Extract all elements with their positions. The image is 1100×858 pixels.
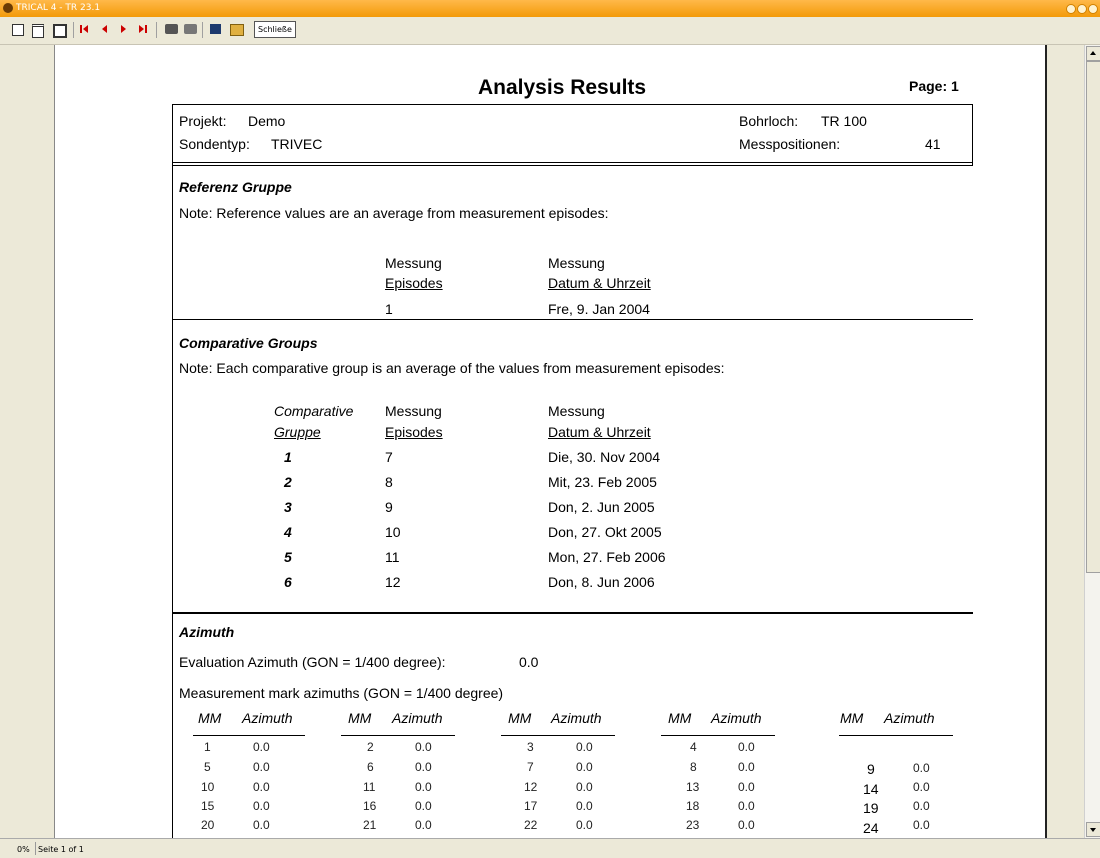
- mm-number: 17: [524, 799, 538, 813]
- mm-number: 24: [863, 820, 879, 836]
- comparative-col0-top: Comparative: [274, 403, 354, 419]
- whole-page-icon[interactable]: [12, 24, 24, 36]
- mm-header: MM: [508, 710, 532, 726]
- mm-azimuth: 0.0: [253, 818, 270, 832]
- previous-page-icon[interactable]: [100, 24, 110, 34]
- sondentyp-label: Sondentyp:: [179, 136, 250, 152]
- comparative-date: Don, 27. Okt 2005: [548, 524, 662, 540]
- report-page: [55, 45, 1047, 838]
- mm-number: 14: [863, 781, 879, 797]
- scroll-up-button[interactable]: [1086, 46, 1100, 61]
- mm-number: 23: [686, 818, 700, 832]
- mm-number: 2: [367, 740, 374, 754]
- azimuth-heading: Azimuth: [179, 624, 235, 640]
- azimuth-header: Azimuth: [242, 710, 293, 726]
- mm-number: 1: [204, 740, 211, 754]
- close-button[interactable]: Schließe: [254, 21, 296, 38]
- mm-header: MM: [348, 710, 372, 726]
- mm-azimuth: 0.0: [738, 818, 755, 832]
- mm-number: 6: [367, 760, 374, 774]
- toolbar: [0, 17, 1100, 45]
- mm-number: 18: [686, 799, 700, 813]
- referenz-col2-bottom: Datum & Uhrzeit: [548, 275, 651, 291]
- referenz-episode: 1: [385, 301, 393, 317]
- mm-azimuth: 0.0: [738, 740, 755, 754]
- referenz-col1-top: Messung: [385, 255, 442, 271]
- report-viewport[interactable]: [0, 45, 1084, 838]
- next-page-icon[interactable]: [119, 24, 129, 34]
- mm-azimuth: 0.0: [576, 780, 593, 794]
- page-status: Seite 1 of 1: [38, 845, 84, 854]
- page-width-icon[interactable]: [32, 24, 44, 38]
- mm-number: 22: [524, 818, 538, 832]
- azimuth-header: Azimuth: [392, 710, 443, 726]
- comparative-episode: 12: [385, 574, 401, 590]
- mm-azimuth: 0.0: [913, 761, 930, 775]
- page-number: Page: 1: [909, 78, 959, 94]
- print-setup-icon[interactable]: [165, 24, 178, 34]
- comparative-group-number: 4: [284, 524, 292, 540]
- scroll-thumb[interactable]: [1086, 61, 1100, 573]
- mm-number: 15: [201, 799, 215, 813]
- sondentyp-value: TRIVEC: [271, 136, 323, 152]
- mm-azimuth: 0.0: [576, 760, 593, 774]
- comparative-col2-top: Messung: [548, 403, 605, 419]
- print-icon[interactable]: [184, 24, 197, 34]
- mm-azimuth: 0.0: [415, 799, 432, 813]
- mm-azimuth: 0.0: [576, 740, 593, 754]
- bohrloch-value: TR 100: [821, 113, 867, 129]
- first-page-icon[interactable]: [80, 24, 90, 34]
- messpositionen-value: 41: [925, 136, 941, 152]
- comparative-episode: 7: [385, 449, 393, 465]
- window-title: TRICAL 4 - TR 23.1: [16, 3, 101, 13]
- bohrloch-label: Bohrloch:: [739, 113, 799, 129]
- mm-number: 16: [363, 799, 377, 813]
- referenz-date: Fre, 9. Jan 2004: [548, 301, 650, 317]
- referenz-col2-top: Messung: [548, 255, 605, 271]
- zoom-icon[interactable]: [53, 24, 67, 38]
- comparative-date: Don, 2. Jun 2005: [548, 499, 655, 515]
- mark-azimuths-label: Measurement mark azimuths (GON = 1/400 degree): [179, 685, 504, 701]
- mm-azimuth: 0.0: [913, 799, 930, 813]
- mm-azimuth: 0.0: [576, 799, 593, 813]
- comparative-episode: 9: [385, 499, 393, 515]
- mm-azimuth: 0.0: [913, 780, 930, 794]
- azimuth-header: Azimuth: [711, 710, 762, 726]
- messpositionen-label: Messpositionen:: [739, 136, 841, 152]
- comparative-episode: 10: [385, 524, 401, 540]
- mm-number: 13: [686, 780, 700, 794]
- comparative-col0-bottom: Gruppe: [274, 424, 321, 440]
- mm-azimuth: 0.0: [738, 799, 755, 813]
- mm-number: 19: [863, 800, 879, 816]
- comparative-col1-bottom: Episodes: [385, 424, 443, 440]
- azimuth-header: Azimuth: [551, 710, 602, 726]
- minimize-icon[interactable]: [1066, 4, 1076, 14]
- mm-number: 11: [363, 780, 376, 794]
- mm-azimuth: 0.0: [738, 760, 755, 774]
- mm-number: 8: [690, 760, 697, 774]
- comparative-episode: 11: [385, 549, 400, 565]
- mm-number: 5: [204, 760, 211, 774]
- evaluation-azimuth-value: 0.0: [519, 654, 539, 670]
- comparative-heading: Comparative Groups: [179, 335, 318, 351]
- mm-header: MM: [668, 710, 692, 726]
- mm-azimuth: 0.0: [415, 760, 432, 774]
- comparative-group-number: 6: [284, 574, 292, 590]
- mm-azimuth: 0.0: [415, 740, 432, 754]
- mm-azimuth: 0.0: [576, 818, 593, 832]
- maximize-icon[interactable]: [1077, 4, 1087, 14]
- mm-number: 12: [524, 780, 538, 794]
- status-bar: [0, 838, 1100, 858]
- mm-azimuth: 0.0: [253, 740, 270, 754]
- comparative-note: Note: Each comparative group is an average of the values from measurement episodes:: [179, 360, 725, 376]
- referenz-col1-bottom: Episodes: [385, 275, 443, 291]
- comparative-group-number: 1: [284, 449, 292, 465]
- app-icon: [3, 3, 13, 13]
- mm-number: 3: [527, 740, 534, 754]
- mm-azimuth: 0.0: [253, 760, 270, 774]
- mm-number: 20: [201, 818, 215, 832]
- report-title: Analysis Results: [478, 76, 647, 99]
- comparative-group-number: 3: [284, 499, 292, 515]
- mm-azimuth: 0.0: [913, 818, 930, 832]
- evaluation-azimuth-label: Evaluation Azimuth (GON = 1/400 degree):: [179, 654, 446, 670]
- comparative-date: Mit, 23. Feb 2005: [548, 474, 657, 490]
- referenz-note: Note: Reference values are an average from measurement episodes:: [179, 205, 609, 221]
- mm-azimuth: 0.0: [253, 780, 270, 794]
- mm-number: 9: [867, 761, 875, 777]
- left-margin: [0, 45, 55, 838]
- azimuth-header: Azimuth: [884, 710, 935, 726]
- close-icon[interactable]: [1088, 4, 1098, 14]
- save-icon[interactable]: [210, 24, 221, 34]
- comparative-date: Die, 30. Nov 2004: [548, 449, 661, 465]
- scroll-down-button[interactable]: [1086, 822, 1100, 837]
- mm-azimuth: 0.0: [738, 780, 755, 794]
- projekt-label: Projekt:: [179, 113, 227, 129]
- mm-header: MM: [198, 710, 222, 726]
- comparative-col1-top: Messung: [385, 403, 442, 419]
- referenz-heading: Referenz Gruppe: [179, 179, 292, 195]
- open-folder-icon[interactable]: [230, 24, 244, 36]
- comparative-date: Don, 8. Jun 2006: [548, 574, 655, 590]
- comparative-date: Mon, 27. Feb 2006: [548, 549, 666, 565]
- comparative-episode: 8: [385, 474, 393, 490]
- vertical-scrollbar[interactable]: [1084, 45, 1100, 838]
- mm-azimuth: 0.0: [253, 799, 270, 813]
- mm-azimuth: 0.0: [415, 818, 432, 832]
- last-page-icon[interactable]: [138, 24, 148, 34]
- zoom-status: 0%: [17, 845, 30, 854]
- mm-number: 4: [690, 740, 697, 754]
- comparative-col2-bottom: Datum & Uhrzeit: [548, 424, 651, 440]
- mm-number: 21: [363, 818, 377, 832]
- comparative-group-number: 5: [284, 549, 292, 565]
- projekt-value: Demo: [248, 113, 286, 129]
- title-bar: [0, 0, 1100, 17]
- comparative-group-number: 2: [284, 474, 292, 490]
- mm-number: 7: [527, 760, 534, 774]
- mm-azimuth: 0.0: [415, 780, 432, 794]
- mm-header: MM: [840, 710, 864, 726]
- mm-number: 10: [201, 780, 215, 794]
